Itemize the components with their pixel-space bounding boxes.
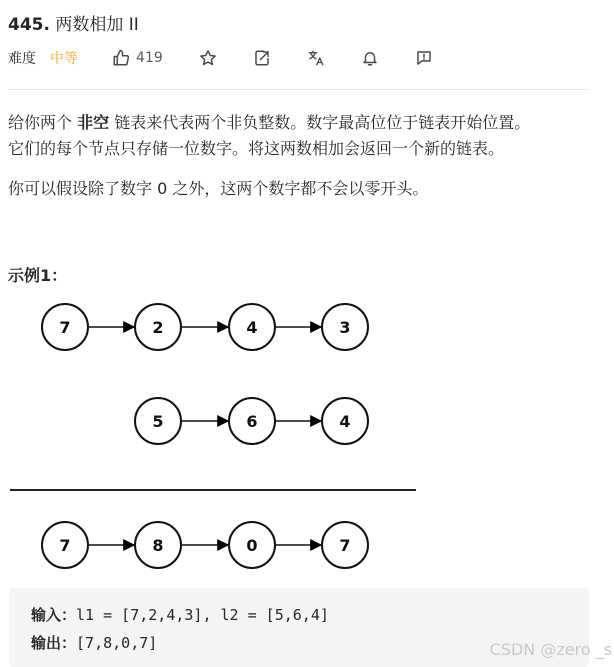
input-key: 输入：	[31, 606, 77, 624]
description-text: 链表来代表两个非负整数。数字最高位位于链表开始位置。	[109, 113, 531, 132]
like-count: 419	[136, 50, 163, 66]
problem-number: 445.	[8, 15, 50, 35]
list-node-value: 5	[152, 412, 164, 431]
description-text: 它们的每个节点只存储一位数字。将这两数相加会返回一个新的链表。	[8, 139, 505, 158]
input-value: l1 = [7,2,4,3], l2 = [5,6,4]	[76, 606, 329, 624]
watermark: CSDN @zero _s	[489, 640, 612, 659]
problem-name: 两数相加 II	[55, 15, 139, 35]
bell-icon	[361, 49, 379, 67]
list-node-value: 8	[152, 536, 164, 555]
description-paragraph-1	[8, 110, 603, 162]
example-input-line	[31, 604, 329, 625]
header-divider	[8, 89, 588, 90]
description-text: 给你两个	[8, 113, 78, 132]
feedback-icon	[415, 49, 433, 67]
like-button[interactable]	[112, 49, 163, 67]
description-paragraph-2: 你可以假设除了数字 0 之外，这两个数字都不会以零开头。	[8, 179, 429, 198]
linked-list-diagram	[0, 295, 430, 580]
list-node-value: 7	[59, 318, 71, 337]
list-node-value: 2	[152, 318, 164, 337]
difficulty-label: 难度	[8, 51, 36, 67]
translate-button[interactable]	[307, 49, 325, 67]
thumbs-up-icon	[112, 49, 130, 67]
problem-meta-bar	[8, 46, 433, 70]
star-icon	[199, 49, 217, 67]
list-node-value: 0	[246, 536, 258, 555]
share-button[interactable]	[253, 49, 271, 67]
list-node-value: 7	[59, 536, 71, 555]
output-key: 输出：	[31, 634, 77, 652]
share-icon	[253, 49, 271, 67]
list-node-value: 6	[246, 412, 258, 431]
difficulty-badge: 中等	[50, 51, 78, 67]
list-node-value: 4	[246, 318, 258, 337]
example-title: 示例1：	[8, 266, 68, 285]
example-output-line	[31, 632, 157, 653]
problem-title	[8, 10, 139, 35]
list-node-value: 3	[339, 318, 351, 337]
feedback-button[interactable]	[415, 49, 433, 67]
notification-button[interactable]	[361, 49, 379, 67]
list-node-value: 7	[339, 536, 351, 555]
translate-icon	[307, 49, 325, 67]
list-node-value: 4	[339, 412, 351, 431]
favorite-button[interactable]	[199, 49, 217, 67]
description-emphasis: 非空	[77, 113, 110, 132]
output-value: [7,8,0,7]	[76, 634, 158, 652]
